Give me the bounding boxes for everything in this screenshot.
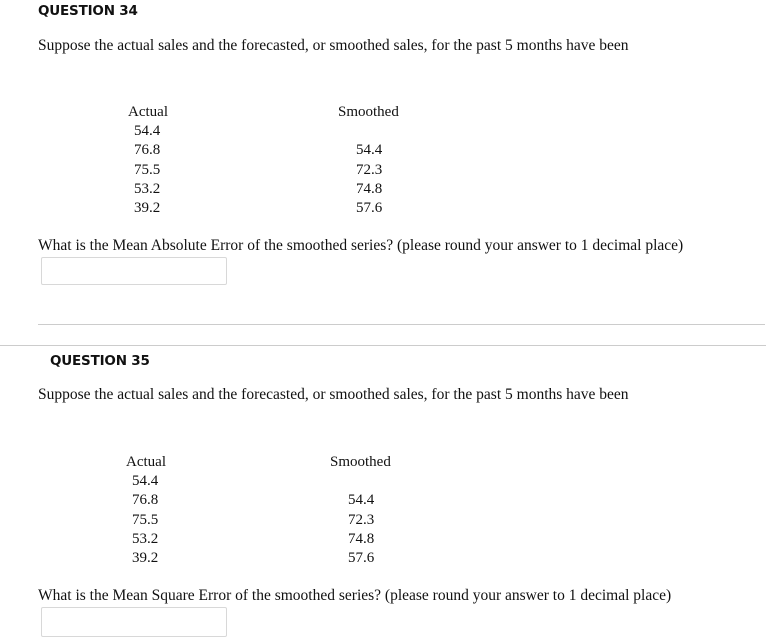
smoothed-value: 72.3: [356, 161, 383, 178]
actual-value: 76.8: [132, 492, 159, 509]
question-35-header: QUESTION 35: [50, 353, 150, 369]
smoothed-value: 72.3: [348, 511, 375, 528]
question-34-actual-column: [128, 103, 168, 218]
actual-value: 75.5: [134, 161, 161, 178]
smoothed-value: 74.8: [356, 180, 383, 197]
actual-value: 75.5: [132, 511, 159, 528]
question-35-text: What is the Mean Square Error of the smoothed series? (please round your answer to 1 decimal place): [38, 587, 672, 604]
smoothed-value: 54.4: [356, 142, 383, 159]
question-34-prompt: Suppose the actual sales and the forecasted, or smoothed sales, for the past 5 months have been: [38, 37, 629, 54]
actual-value: 54.4: [132, 473, 159, 490]
actual-value: 53.2: [132, 530, 159, 547]
question-34-answer-input[interactable]: [41, 257, 227, 285]
actual-value: 39.2: [132, 550, 159, 567]
actual-column-header: Actual: [126, 454, 166, 470]
actual-value: 39.2: [134, 200, 161, 217]
question-34-smoothed-column: [338, 103, 399, 218]
smoothed-value: 57.6: [348, 550, 375, 566]
smoothed-value: 57.6: [356, 200, 383, 216]
actual-column-header: Actual: [128, 104, 168, 120]
question-34-text: What is the Mean Absolute Error of the smoothed series? (please round your answer to 1 decimal place): [38, 237, 684, 254]
smoothed-value: 74.8: [348, 530, 375, 547]
question-35-actual-column: [126, 453, 166, 568]
actual-value: 76.8: [134, 142, 161, 159]
actual-value: 53.2: [134, 180, 161, 197]
question-35-prompt: Suppose the actual sales and the forecasted, or smoothed sales, for the past 5 months have been: [38, 386, 629, 403]
smoothed-column-header: Smoothed: [338, 104, 399, 120]
question-35-smoothed-column: [330, 453, 391, 568]
actual-value: 54.4: [134, 123, 161, 140]
question-34-divider: [38, 324, 765, 325]
question-35-answer-input[interactable]: [41, 607, 227, 637]
question-separator: [0, 345, 766, 346]
question-34-header: QUESTION 34: [38, 3, 138, 19]
smoothed-column-header: Smoothed: [330, 454, 391, 470]
smoothed-value: 54.4: [348, 492, 375, 509]
